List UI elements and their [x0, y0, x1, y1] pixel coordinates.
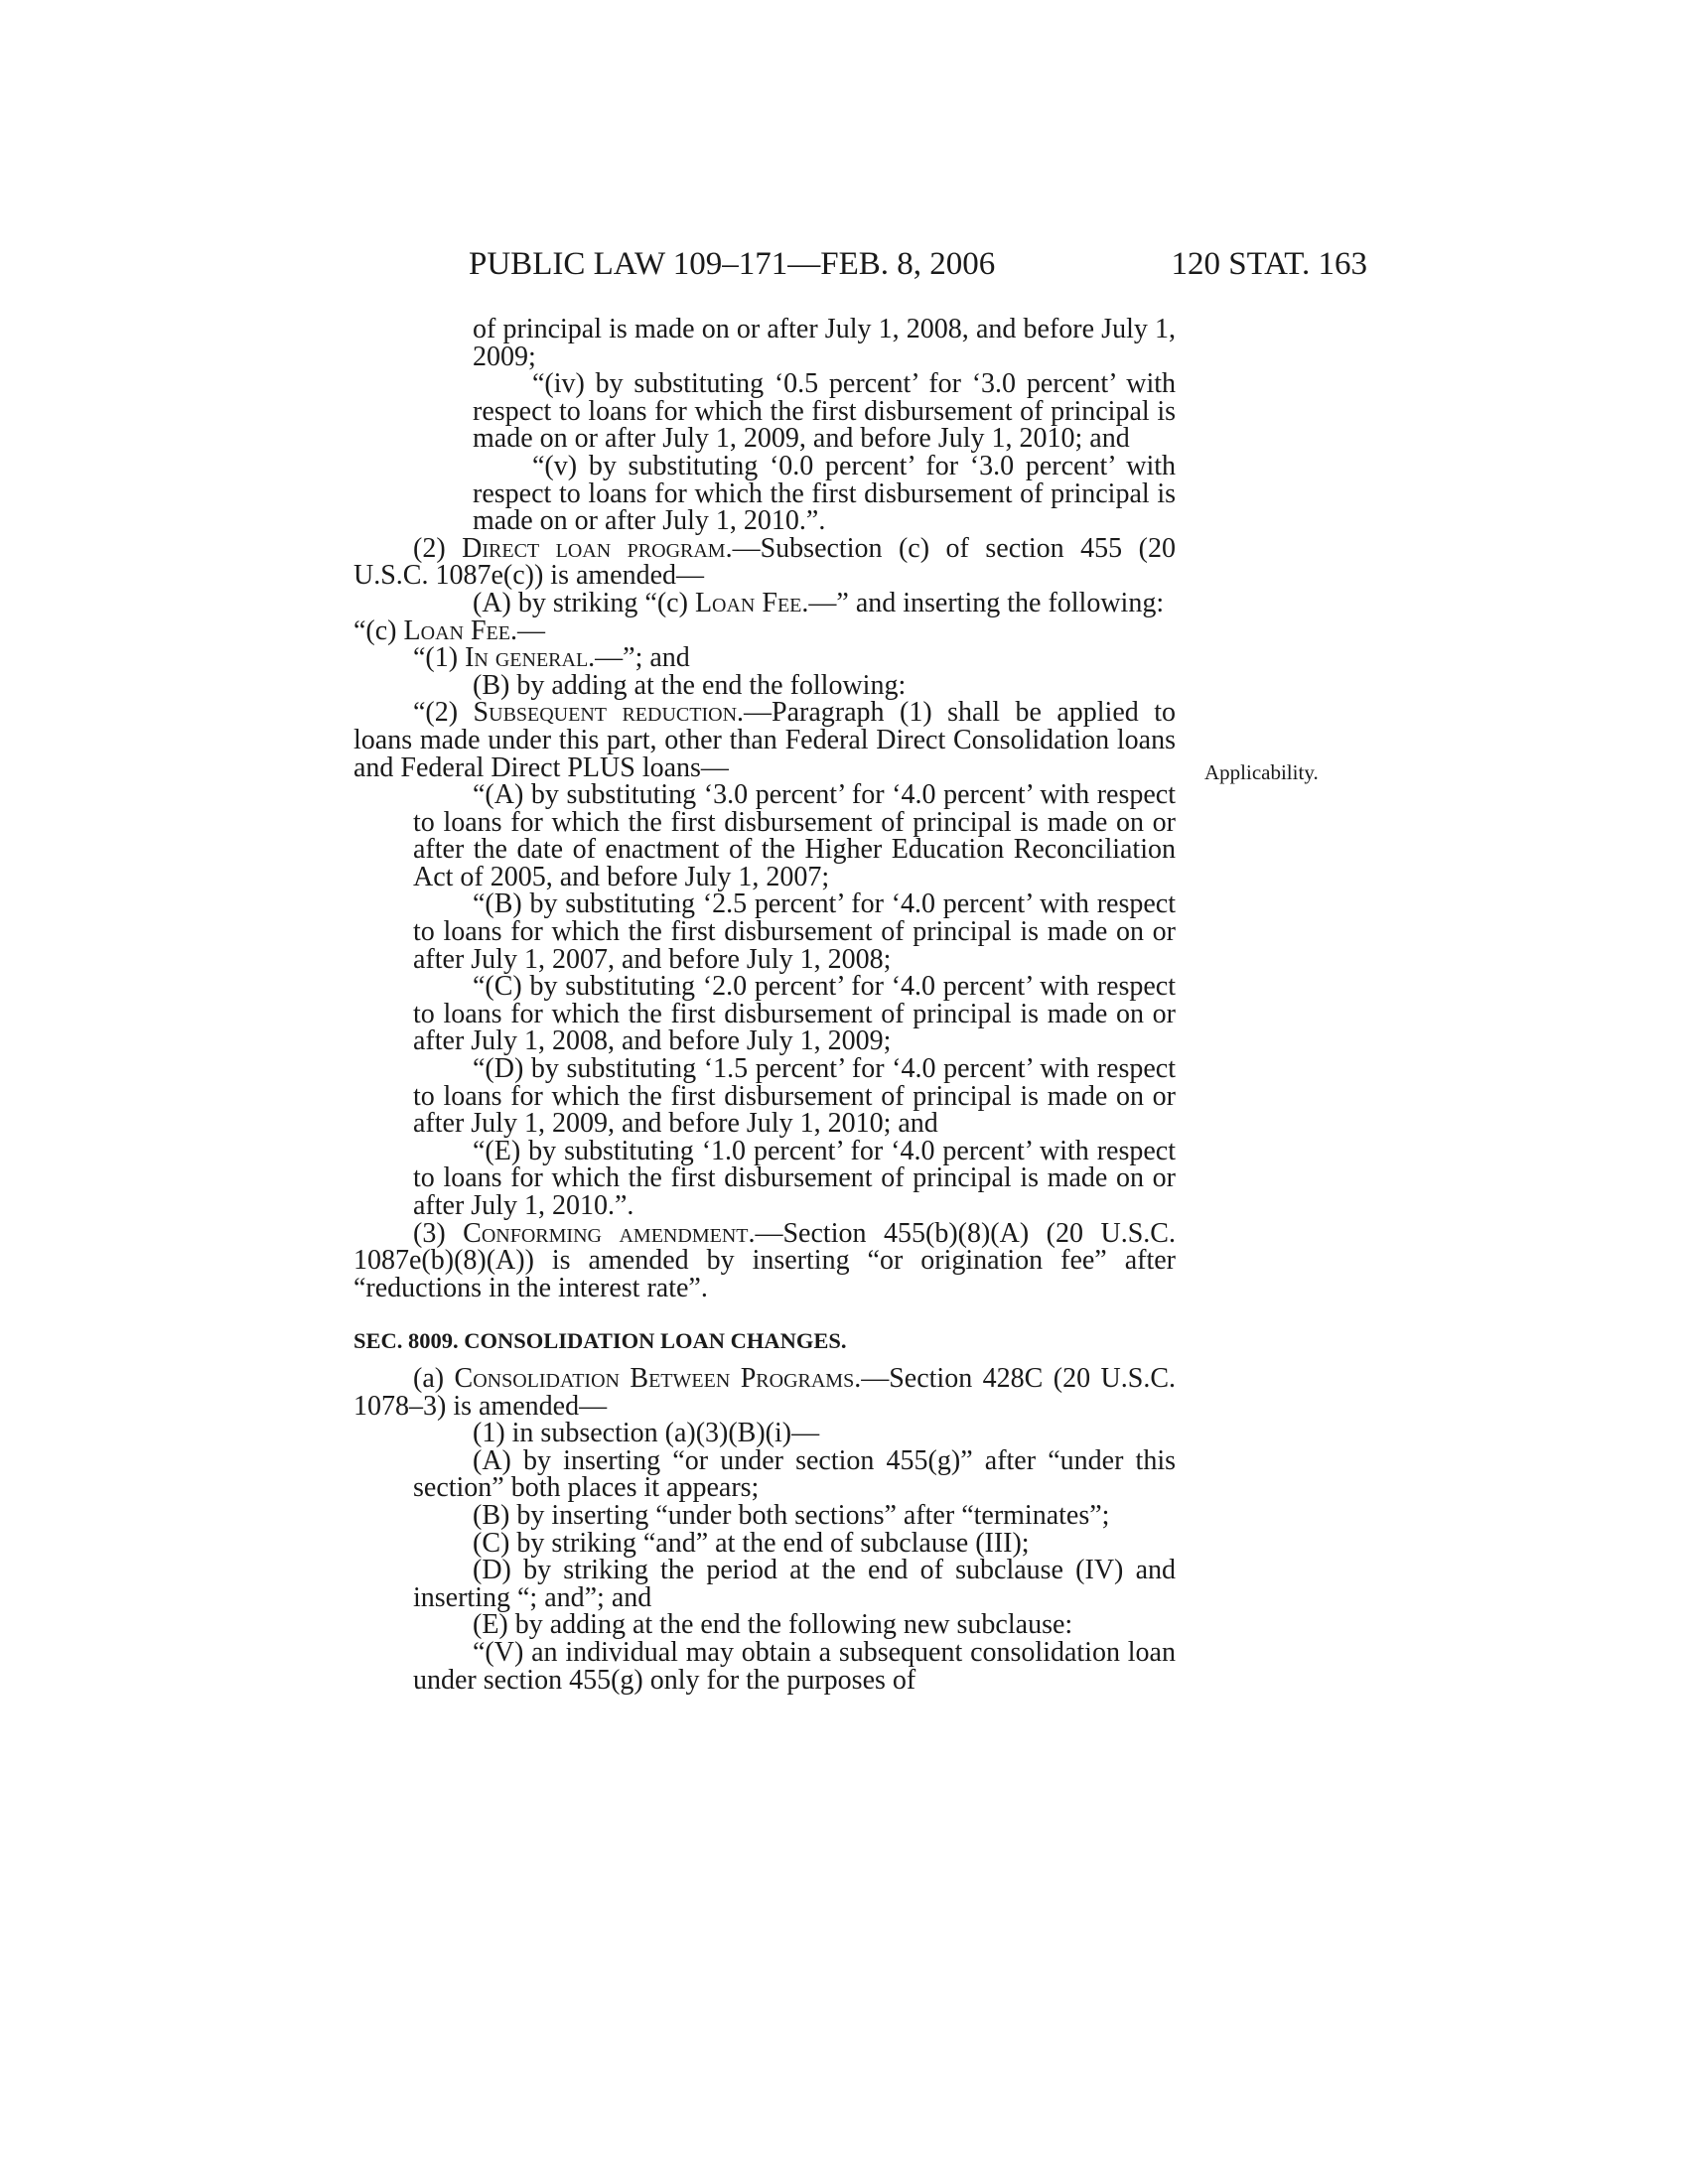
running-head-title: PUBLIC LAW 109–171—FEB. 8, 2006: [469, 246, 996, 282]
subparagraph-b-inserting: (B) by inserting “under both sections” after “terminates”;: [473, 1499, 1110, 1531]
section-heading: SEC. 8009. CONSOLIDATION LOAN CHANGES.: [353, 1328, 847, 1354]
subsection-c-loan-fee: “(c) Loan Fee.—: [353, 614, 545, 646]
subparagraph-d-striking: (D) by striking the period at the end of subclause (IV) and inserting “; and”; and: [413, 1555, 1176, 1613]
subparagraph-a-3-0-percent: “(A) by substituting ‘3.0 percent’ for ‘4.0 percent’ with respect to loans for which the first disbursement of principal is made on or after the date of enactment of the Higher Education Reconciliation Act of 2005, and before July 1, 2007;: [413, 779, 1176, 892]
subparagraph-d-1-5-percent: “(D) by substituting ‘1.5 percent’ for ‘4.0 percent’ with respect to loans for which the first disbursement of principal is made on or after July 1, 2009, and before July 1, 2010; and: [413, 1053, 1176, 1140]
subparagraph-c-striking: (C) by striking “and” at the end of subclause (III);: [473, 1527, 1030, 1559]
subparagraph-a-inserting: (A) by inserting “or under section 455(g)” after “under this section” both places it appears;: [413, 1444, 1176, 1504]
paragraph-1-subsection: (1) in subsection (a)(3)(B)(i)—: [473, 1418, 820, 1449]
subparagraph-c-2-0-percent: “(C) by substituting ‘2.0 percent’ for ‘4.0 percent’ with respect to loans for which the first disbursement of principal is made on or after July 1, 2008, and before July 1, 2009;: [413, 971, 1176, 1057]
subclause-v: “(V) an individual may obtain a subsequent consolidation loan under section 455(g) only for the purposes of: [413, 1636, 1176, 1696]
paragraph-1-in-general: “(1) In general.—”; and: [413, 642, 690, 674]
paragraph-heading: (2) Direct loan program.: [413, 532, 733, 564]
running-head: [469, 246, 1367, 286]
page-citation: 120 STAT. 163: [1171, 246, 1367, 282]
subparagraph-e-1-0-percent: “(E) by substituting ‘1.0 percent’ for ‘4.0 percent’ with respect to loans for which the first disbursement of principal is made on or after July 1, 2010.”.: [413, 1135, 1176, 1221]
body-text: [353, 316, 1176, 1694]
clause-v: “(v) by substituting ‘0.0 percent’ for ‘3.0 percent’ with respect to loans for which the first disbursement of principal is made on or after July 1, 2010.”.: [473, 450, 1176, 537]
clause-iii-continuation: of principal is made on or after July 1, 2008, and before July 1, 2009;: [473, 314, 1176, 372]
paragraph-2-direct-loan: (2) Direct loan program.—Subsection (c) of section 455 (20 U.S.C. 1087e(c)) is amended—: [353, 532, 1176, 592]
clause-iv: “(iv) by substituting ‘0.5 percent’ for ‘3.0 percent’ with respect to loans for which the first disbursement of principal is made on or after July 1, 2009, and before July 1, 2010; and: [473, 368, 1176, 455]
subparagraph-e-adding: (E) by adding at the end the following new subclause:: [473, 1609, 1073, 1641]
subparagraph-b-adding: (B) by adding at the end the following:: [473, 669, 907, 701]
subparagraph-a-striking: (A) by striking “(c) Loan Fee.—” and inserting the following:: [473, 587, 1165, 618]
paragraph-2-subsequent-reduction: “(2) Subsequent reduction.—Paragraph (1) shall be applied to loans made under this part, other than Federal Direct Consolidation loans and Federal Direct PLUS loans—: [353, 697, 1177, 783]
margin-note: Applicability.: [1204, 760, 1319, 784]
paragraph-3-conforming-amendment: (3) Conforming amendment.—Section 455(b)(8)(A) (20 U.S.C. 1087e(b)(8)(A)) is amended by inserting “or origination fee” after “reductions in the interest rate”.: [353, 1217, 1176, 1303]
subsection-a-consolidation: (a) Consolidation Between Programs.—Section 428C (20 U.S.C. 1078–3) is amended—: [353, 1362, 1177, 1422]
subparagraph-b-2-5-percent: “(B) by substituting ‘2.5 percent’ for ‘4.0 percent’ with respect to loans for which the first disbursement of principal is made on or after July 1, 2007, and before July 1, 2008;: [413, 888, 1176, 975]
